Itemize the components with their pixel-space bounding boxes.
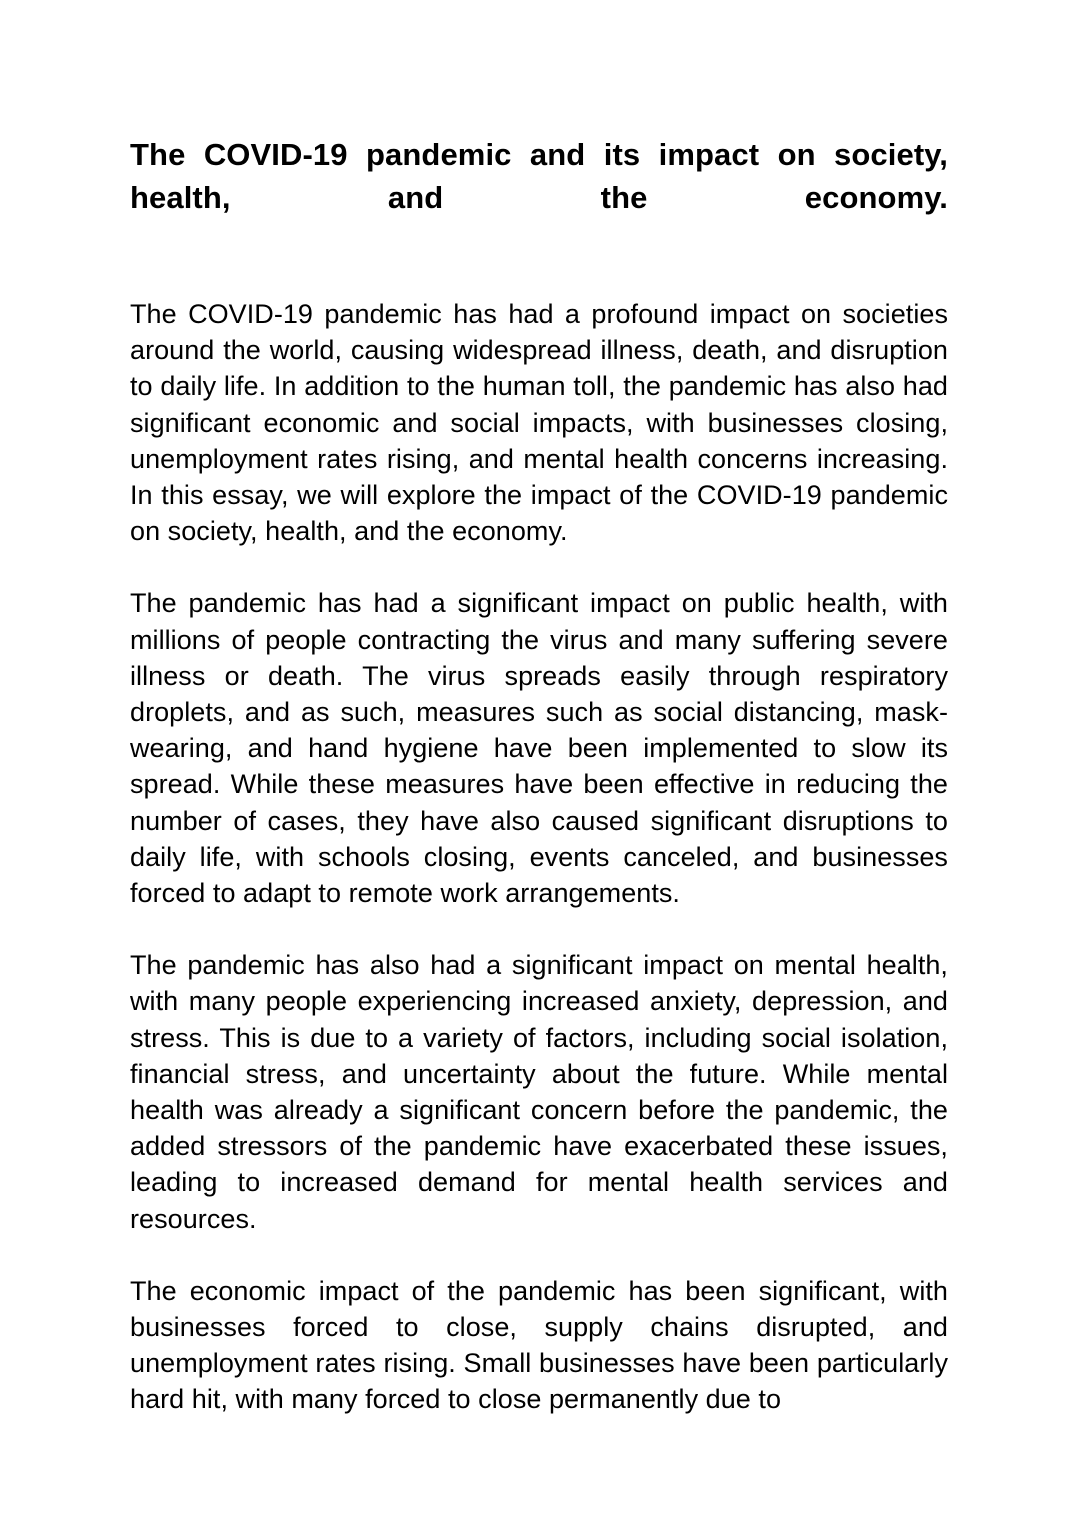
paragraph-economic-impact: The economic impact of the pandemic has been significant, with businesses forced to close, supply chains disrupted, and unemployment rates rising. Small businesses have been particularly hard hit, with many forced to close permanently due to <box>130 1275 948 1415</box>
page-title: The COVID-19 pandemic and its impact on society, health, and the economy. <box>130 137 948 215</box>
paragraph-intro: The COVID-19 pandemic has had a profound impact on societies around the world, causing widespread illness, death, and disruption to daily life. In addition to the human toll, the pandemic has also had significant economic and social impacts, with businesses closing, unemployment rates rising, and mental health concerns increasing. In this essay, we will explore the impact of the COVID-19 pandemic on society, health, and the economy. <box>130 299 948 547</box>
paragraph-public-health: The pandemic has had a significant impact on public health, with millions of people contracting the virus and many suffering severe illness or death. The virus spreads easily through respiratory droplets, and as such, measures such as social distancing, mask-wearing, and hand hygiene have been implemented to slow its spread. While these measures have been effective in reducing the number of cases, they have also caused significant disruptions to daily life, with schools closing, events canceled, and businesses forced to adapt to remote work arrangements. <box>130 588 948 909</box>
paragraph-mental-health: The pandemic has also had a significant impact on mental health, with many people experiencing increased anxiety, depression, and stress. This is due to a variety of factors, including social isolation, financial stress, and uncertainty about the future. While mental health was already a significant concern before the pandemic, the added stressors of the pandemic have exacerbated these issues, leading to increased demand for mental health services and resources. <box>130 950 948 1234</box>
